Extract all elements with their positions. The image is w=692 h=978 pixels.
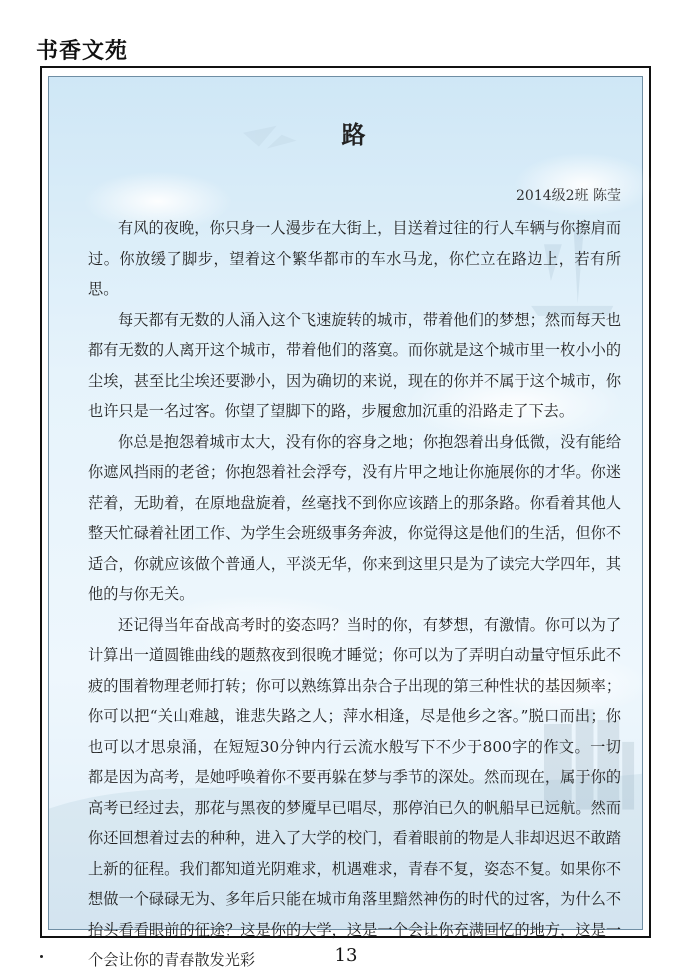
paragraph-2: 每天都有无数的人涌入这个飞速旋转的城市，带着他们的梦想；然而每天也都有无数的人离开这个城市，带着他们的落寞。而你就是这个城市里一枚小小的尘埃，甚至比尘埃还要渺小，因为确切的来说，现在的你并不属于这个城市，你也许只是一名过客。你望了望脚下的路，步履愈加沉重的沿路走了下去。 (88, 310, 621, 420)
paragraph-4: 还记得当年奋战高考时的姿态吗？当时的你，有梦想，有激情。你可以为了计算出一道圆锥曲线的题熬夜到很晚才睡觉；你可以为了弄明白动量守恒乐此不疲的围着物理老师打转；你可以熟练算出杂合子出现的第三种性状的基因频率；你可以把“关山难越，谁悲失路之人；萍水相逢，尽是他乡之客。”脱口而出；你也可以才思泉涌，在短短30分钟内行云流水般写下不少于800字的作文。一切都是因为高考，是她呼唤着你不要再躲在梦与季节的深处。然而现在，属于你的高考已经过去，那花与黑夜的梦魇早已唱尽，那停泊已久的帆船早已远航。然而你还回想着过去的种种，进入了大学的校门，看着眼前的物是人非却迟迟不敢踏上新的征程。我们都知道光阴难求，机遇难求，青春不复，姿态不复。如果你不想做一个碌碌无为、多年后只能在城市角落里黯然神伤的时代的过客，为什么不抬头看看眼前的征途？这是你的大学，这是一个会让你充满回忆的地方，这是一个会让你的青春散发光彩 (88, 615, 621, 969)
author-byline: 2014级2班 陈莹 (516, 188, 621, 204)
page-number: 13 (334, 945, 358, 966)
section-title: 书香文苑 (36, 38, 129, 64)
paragraph-1: 有风的夜晚，你只身一人漫步在大街上，目送着过往的行人车辆与你擦肩而过。你放缓了脚步，望着这个繁华都市的车水马龙，你伫立在路边上，若有所思。 (88, 219, 621, 298)
article-body (88, 213, 621, 976)
paragraph-3: 你总是抱怨着城市太大，没有你的容身之地；你抱怨着出身低微，没有能给你遮风挡雨的老爸；你抱怨着社会浮夸，没有片甲之地让你施展你的才华。你迷茫着，无助着，在原地盘旋着，丝毫找不到你应该踏上的那条路。你看着其他人整天忙碌着社团工作、为学生会班级事务奔波，你觉得这是他们的生活，但你不适合，你就应该做个普通人，平淡无华，你来到这里只是为了读完大学四年，其他的与你无关。 (88, 432, 621, 603)
article-title: 路 (341, 120, 368, 149)
